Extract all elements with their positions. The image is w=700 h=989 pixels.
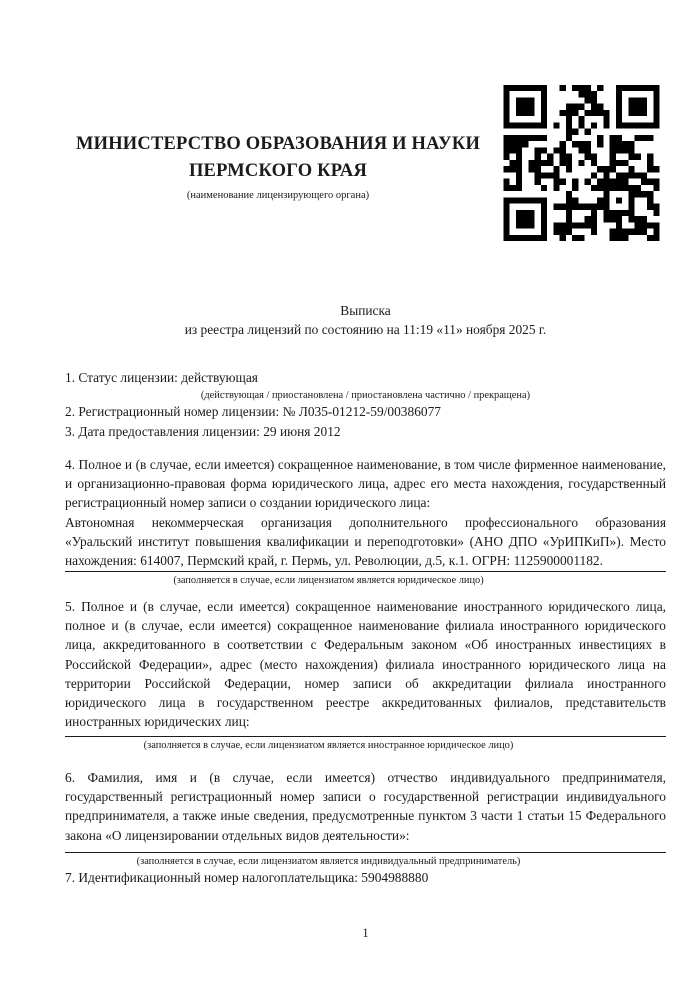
item-4-value: Автономная некоммерческая организация дополнительного профессионального образования «Уральский институт повышения квалификации и переподготовки» (АНО ДПО «УрИПКиП»). Место нахождения: 614007, Пермский край, г. Пермь, ул. Революции, д.5, к.1. ОГРН: 1125900001182. — [65, 514, 666, 569]
item-1-caption: (действующая / приостановлена / приостановлена частично / прекращена) — [200, 390, 531, 402]
item-6-label: 6. Фамилия, имя и (в случае, если имеется) отчество индивидуального предпринимателя, государственный регистрационный номер записи о государственной регистрации индивидуального предпринимателя, а также иные сведения, предусмотренные пунктом 3 части 1 статьи 15 Федерального закона «О лицензировании отдельных видов деятельности»: — [65, 769, 666, 843]
fill-in-line — [65, 852, 666, 853]
item-6-caption: (заполняется в случае, если лицензиатом является индивидуальный предприниматель) — [136, 855, 521, 867]
authority-name-line2: ПЕРМСКОГО КРАЯ — [188, 160, 368, 181]
item-6-entrepreneur-section — [65, 768, 666, 868]
title-line2: из реестра лицензий по состоянию на 11:19 «11» ноября 2025 г. — [184, 322, 547, 337]
fill-in-line — [65, 571, 666, 572]
item-5-label: 5. Полное и (в случае, если имеется) сокращенное наименование иностранного юридического лица, полное и (в случае, если имеется) сокращенное наименование филиала иностранного юридического лица, аккредитованного в соответствии с Федеральным законом «Об иностранных инвестициях в Российской Федерации», адрес (место нахождения) филиала иностранного юридического лица на территории Российской Федерации, номер записи об аккредитации филиала иностранного юридического лица в государственном реестре аккредитованных филиалов, представительств иностранных юридических лиц: — [65, 598, 666, 730]
item-4-legal-entity-section — [65, 455, 666, 587]
authority-name-line1: МИНИСТЕРСТВО ОБРАЗОВАНИЯ И НАУКИ — [75, 134, 481, 154]
document-body — [65, 368, 666, 887]
item-4-label: 4. Полное и (в случае, если имеется) сокращенное наименование, в том числе фирменное наименование, и организационно-правовая форма юридического лица, адрес его места нахождения, государственный регистрационный номер записи о создании юридического лица: — [65, 456, 666, 511]
item-7-taxpayer-number: 7. Идентификационный номер налогоплательщика: 5904988880 — [65, 869, 429, 885]
item-5-caption: (заполняется в случае, если лицензиатом является иностранное юридическое лицо) — [143, 739, 514, 751]
title-line1: Выписка — [340, 303, 391, 318]
document-title — [65, 301, 666, 339]
item-2-registration-number: 2. Регистрационный номер лицензии: № Л035-01212-59/00386077 — [65, 404, 441, 420]
page-number: 1 — [362, 926, 369, 940]
authority-caption: (наименование лицензирующего органа) — [186, 190, 370, 201]
item-5-foreign-entity-section — [65, 597, 666, 752]
fill-in-line — [65, 736, 666, 737]
item-4-caption: (заполняется в случае, если лицензиатом является юридическое лицо) — [173, 574, 484, 586]
qr-code-icon — [503, 85, 660, 241]
item-1-license-status: 1. Статус лицензии: действующая — [65, 370, 258, 385]
licensing-authority-header — [62, 131, 494, 202]
item-3-grant-date: 3. Дата предоставления лицензии: 29 июня 2012 — [65, 423, 341, 439]
